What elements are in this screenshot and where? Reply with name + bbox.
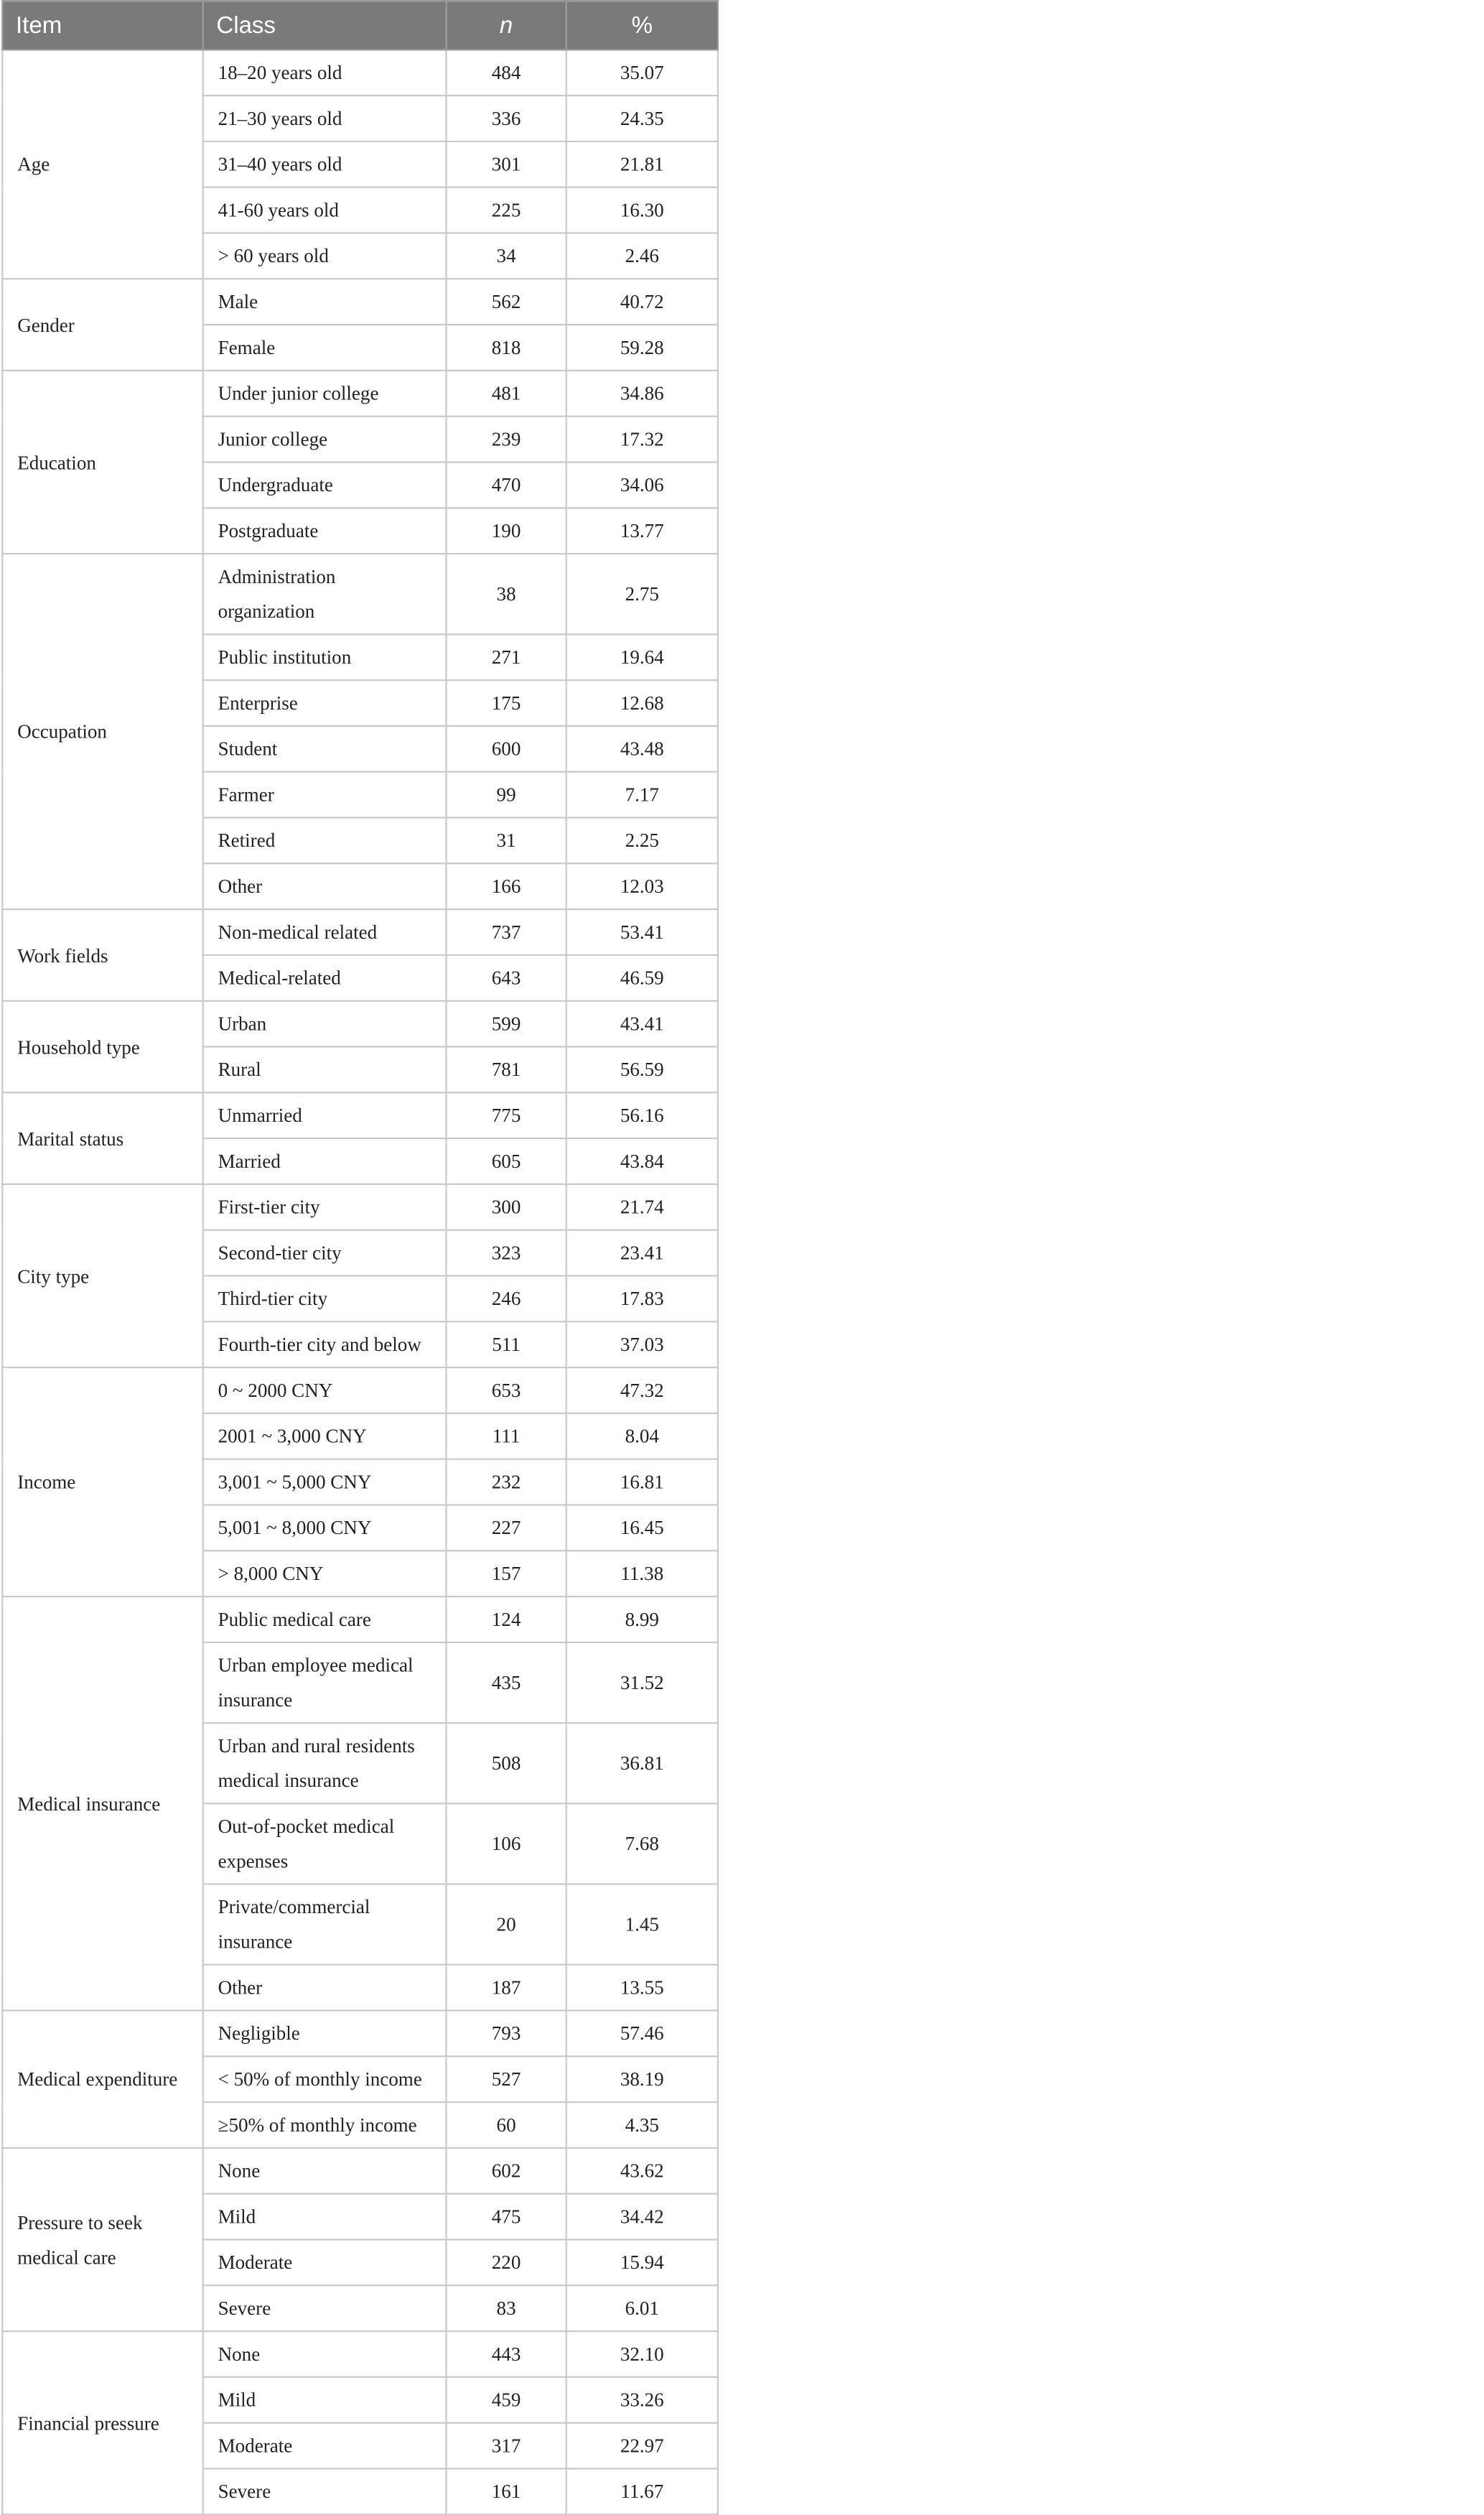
n-cell: 443 <box>447 2331 566 2377</box>
class-cell: Negligible <box>203 2011 447 2057</box>
class-cell: None <box>203 2331 447 2377</box>
percent-cell: 17.32 <box>566 417 718 462</box>
item-cell: Education <box>2 371 202 554</box>
percent-cell: 57.46 <box>566 2011 718 2057</box>
item-cell: Marital status <box>2 1092 202 1184</box>
percent-cell: 33.26 <box>566 2377 718 2423</box>
n-cell: 124 <box>447 1596 566 1642</box>
table-header <box>2 1 718 50</box>
item-cell: Income <box>2 1367 202 1596</box>
item-cell: City type <box>2 1184 202 1367</box>
class-cell: Urban and rural residents medical insurance <box>203 1723 447 1803</box>
n-cell: 435 <box>447 1642 566 1723</box>
class-cell: 41-60 years old <box>203 187 447 233</box>
class-cell: Mild <box>203 2377 447 2423</box>
percent-cell: 2.46 <box>566 233 718 279</box>
percent-cell: 34.06 <box>566 462 718 508</box>
percent-cell: 4.35 <box>566 2102 718 2148</box>
percent-cell: 34.86 <box>566 371 718 417</box>
percent-cell: 17.83 <box>566 1276 718 1322</box>
class-cell: Public medical care <box>203 1596 447 1642</box>
table-row <box>2 279 718 325</box>
percent-cell: 56.16 <box>566 1092 718 1138</box>
percent-cell: 13.55 <box>566 1965 718 2011</box>
n-cell: 271 <box>447 634 566 680</box>
class-cell: Moderate <box>203 2240 447 2286</box>
n-cell: 106 <box>447 1803 566 1884</box>
percent-cell: 19.64 <box>566 634 718 680</box>
n-cell: 227 <box>447 1505 566 1551</box>
percent-cell: 21.81 <box>566 141 718 187</box>
n-cell: 470 <box>447 462 566 508</box>
table-row <box>2 371 718 417</box>
percent-cell: 7.68 <box>566 1803 718 1884</box>
percent-cell: 38.19 <box>566 2056 718 2102</box>
header-n: n <box>447 1 566 50</box>
class-cell: 18–20 years old <box>203 50 447 96</box>
demographics-table <box>1 0 719 2515</box>
class-cell: Retired <box>203 818 447 864</box>
item-cell: Medical expenditure <box>2 2011 202 2148</box>
item-cell: Occupation <box>2 554 202 909</box>
percent-cell: 8.04 <box>566 1413 718 1459</box>
n-cell: 300 <box>447 1184 566 1230</box>
percent-cell: 16.30 <box>566 187 718 233</box>
class-cell: ≥50% of monthly income <box>203 2102 447 2148</box>
class-cell: Male <box>203 279 447 325</box>
percent-cell: 56.59 <box>566 1047 718 1093</box>
class-cell: Undergraduate <box>203 462 447 508</box>
percent-cell: 15.94 <box>566 2240 718 2286</box>
n-cell: 317 <box>447 2423 566 2469</box>
n-cell: 166 <box>447 863 566 909</box>
n-cell: 111 <box>447 1413 566 1459</box>
class-cell: None <box>203 2148 447 2194</box>
n-cell: 481 <box>447 371 566 417</box>
table-row <box>2 1092 718 1138</box>
item-cell: Gender <box>2 279 202 371</box>
class-cell: Second-tier city <box>203 1230 447 1276</box>
n-cell: 336 <box>447 96 566 141</box>
class-cell: 0 ~ 2000 CNY <box>203 1367 447 1413</box>
class-cell: Enterprise <box>203 680 447 726</box>
n-cell: 643 <box>447 955 566 1001</box>
class-cell: Postgraduate <box>203 508 447 554</box>
n-cell: 38 <box>447 554 566 634</box>
n-cell: 34 <box>447 233 566 279</box>
percent-cell: 32.10 <box>566 2331 718 2377</box>
header-item: Item <box>2 1 202 50</box>
percent-cell: 35.07 <box>566 50 718 96</box>
percent-cell: 13.77 <box>566 508 718 554</box>
percent-cell: 37.03 <box>566 1321 718 1367</box>
table-body <box>2 50 718 2514</box>
item-cell: Work fields <box>2 909 202 1001</box>
percent-cell: 8.99 <box>566 1596 718 1642</box>
percent-cell: 24.35 <box>566 96 718 141</box>
percent-cell: 12.03 <box>566 863 718 909</box>
percent-cell: 46.59 <box>566 955 718 1001</box>
class-cell: Third-tier city <box>203 1276 447 1322</box>
class-cell: > 60 years old <box>203 233 447 279</box>
class-cell: Medical-related <box>203 955 447 1001</box>
percent-cell: 6.01 <box>566 2285 718 2331</box>
n-cell: 605 <box>447 1138 566 1184</box>
class-cell: Female <box>203 325 447 371</box>
class-cell: Severe <box>203 2469 447 2515</box>
class-cell: Under junior college <box>203 371 447 417</box>
class-cell: Moderate <box>203 2423 447 2469</box>
class-cell: Non-medical related <box>203 909 447 955</box>
n-cell: 818 <box>447 325 566 371</box>
percent-cell: 43.62 <box>566 2148 718 2194</box>
n-cell: 83 <box>447 2285 566 2331</box>
class-cell: First-tier city <box>203 1184 447 1230</box>
table-row <box>2 1596 718 1642</box>
n-cell: 653 <box>447 1367 566 1413</box>
class-cell: Public institution <box>203 634 447 680</box>
percent-cell: 2.25 <box>566 818 718 864</box>
n-cell: 161 <box>447 2469 566 2515</box>
n-cell: 600 <box>447 726 566 772</box>
percent-cell: 43.41 <box>566 1001 718 1047</box>
n-cell: 301 <box>447 141 566 187</box>
class-cell: 2001 ~ 3,000 CNY <box>203 1413 447 1459</box>
percent-cell: 11.67 <box>566 2469 718 2515</box>
class-cell: 31–40 years old <box>203 141 447 187</box>
n-cell: 220 <box>447 2240 566 2286</box>
percent-cell: 22.97 <box>566 2423 718 2469</box>
item-cell: Pressure to seek medical care <box>2 2148 202 2331</box>
class-cell: Mild <box>203 2194 447 2240</box>
table-row <box>2 2331 718 2377</box>
percent-cell: 2.75 <box>566 554 718 634</box>
percent-cell: 1.45 <box>566 1884 718 1965</box>
percent-cell: 43.48 <box>566 726 718 772</box>
percent-cell: 11.38 <box>566 1551 718 1596</box>
class-cell: Married <box>203 1138 447 1184</box>
percent-cell: 16.45 <box>566 1505 718 1551</box>
percent-cell: 12.68 <box>566 680 718 726</box>
class-cell: Private/commercial insurance <box>203 1884 447 1965</box>
item-cell: Household type <box>2 1001 202 1093</box>
class-cell: Unmarried <box>203 1092 447 1138</box>
percent-cell: 7.17 <box>566 772 718 818</box>
n-cell: 31 <box>447 818 566 864</box>
percent-cell: 16.81 <box>566 1459 718 1505</box>
table-row <box>2 1001 718 1047</box>
percent-cell: 53.41 <box>566 909 718 955</box>
table-row <box>2 50 718 96</box>
class-cell: Rural <box>203 1047 447 1093</box>
header-row <box>2 1 718 50</box>
table-row <box>2 1367 718 1413</box>
n-cell: 323 <box>447 1230 566 1276</box>
n-cell: 225 <box>447 187 566 233</box>
n-cell: 562 <box>447 279 566 325</box>
n-cell: 475 <box>447 2194 566 2240</box>
table-row <box>2 2148 718 2194</box>
item-cell: Financial pressure <box>2 2331 202 2514</box>
class-cell: > 8,000 CNY <box>203 1551 447 1596</box>
class-cell: Other <box>203 1965 447 2011</box>
class-cell: Administration organization <box>203 554 447 634</box>
item-cell: Medical insurance <box>2 1596 202 2010</box>
class-cell: 5,001 ~ 8,000 CNY <box>203 1505 447 1551</box>
class-cell: Other <box>203 863 447 909</box>
class-cell: Fourth-tier city and below <box>203 1321 447 1367</box>
n-cell: 20 <box>447 1884 566 1965</box>
class-cell: Severe <box>203 2285 447 2331</box>
n-cell: 737 <box>447 909 566 955</box>
class-cell: Urban <box>203 1001 447 1047</box>
n-cell: 232 <box>447 1459 566 1505</box>
n-cell: 781 <box>447 1047 566 1093</box>
percent-cell: 43.84 <box>566 1138 718 1184</box>
n-cell: 793 <box>447 2011 566 2057</box>
percent-cell: 36.81 <box>566 1723 718 1803</box>
n-cell: 511 <box>447 1321 566 1367</box>
n-cell: 459 <box>447 2377 566 2423</box>
n-cell: 775 <box>447 1092 566 1138</box>
percent-cell: 40.72 <box>566 279 718 325</box>
n-cell: 190 <box>447 508 566 554</box>
table-row <box>2 2011 718 2057</box>
n-cell: 508 <box>447 1723 566 1803</box>
class-cell: < 50% of monthly income <box>203 2056 447 2102</box>
header-class: Class <box>203 1 447 50</box>
n-cell: 246 <box>447 1276 566 1322</box>
class-cell: Out-of-pocket medical expenses <box>203 1803 447 1884</box>
item-cell: Age <box>2 50 202 279</box>
n-cell: 187 <box>447 1965 566 2011</box>
percent-cell: 59.28 <box>566 325 718 371</box>
n-cell: 175 <box>447 680 566 726</box>
class-cell: Junior college <box>203 417 447 462</box>
header-percent: % <box>566 1 718 50</box>
n-cell: 599 <box>447 1001 566 1047</box>
n-cell: 157 <box>447 1551 566 1596</box>
class-cell: Student <box>203 726 447 772</box>
n-cell: 99 <box>447 772 566 818</box>
n-cell: 602 <box>447 2148 566 2194</box>
class-cell: Urban employee medical insurance <box>203 1642 447 1723</box>
percent-cell: 47.32 <box>566 1367 718 1413</box>
percent-cell: 23.41 <box>566 1230 718 1276</box>
percent-cell: 34.42 <box>566 2194 718 2240</box>
n-cell: 60 <box>447 2102 566 2148</box>
class-cell: 21–30 years old <box>203 96 447 141</box>
class-cell: 3,001 ~ 5,000 CNY <box>203 1459 447 1505</box>
n-cell: 527 <box>447 2056 566 2102</box>
percent-cell: 21.74 <box>566 1184 718 1230</box>
n-cell: 239 <box>447 417 566 462</box>
table-row <box>2 554 718 634</box>
percent-cell: 31.52 <box>566 1642 718 1723</box>
table-row <box>2 1184 718 1230</box>
table-row <box>2 909 718 955</box>
class-cell: Farmer <box>203 772 447 818</box>
n-cell: 484 <box>447 50 566 96</box>
